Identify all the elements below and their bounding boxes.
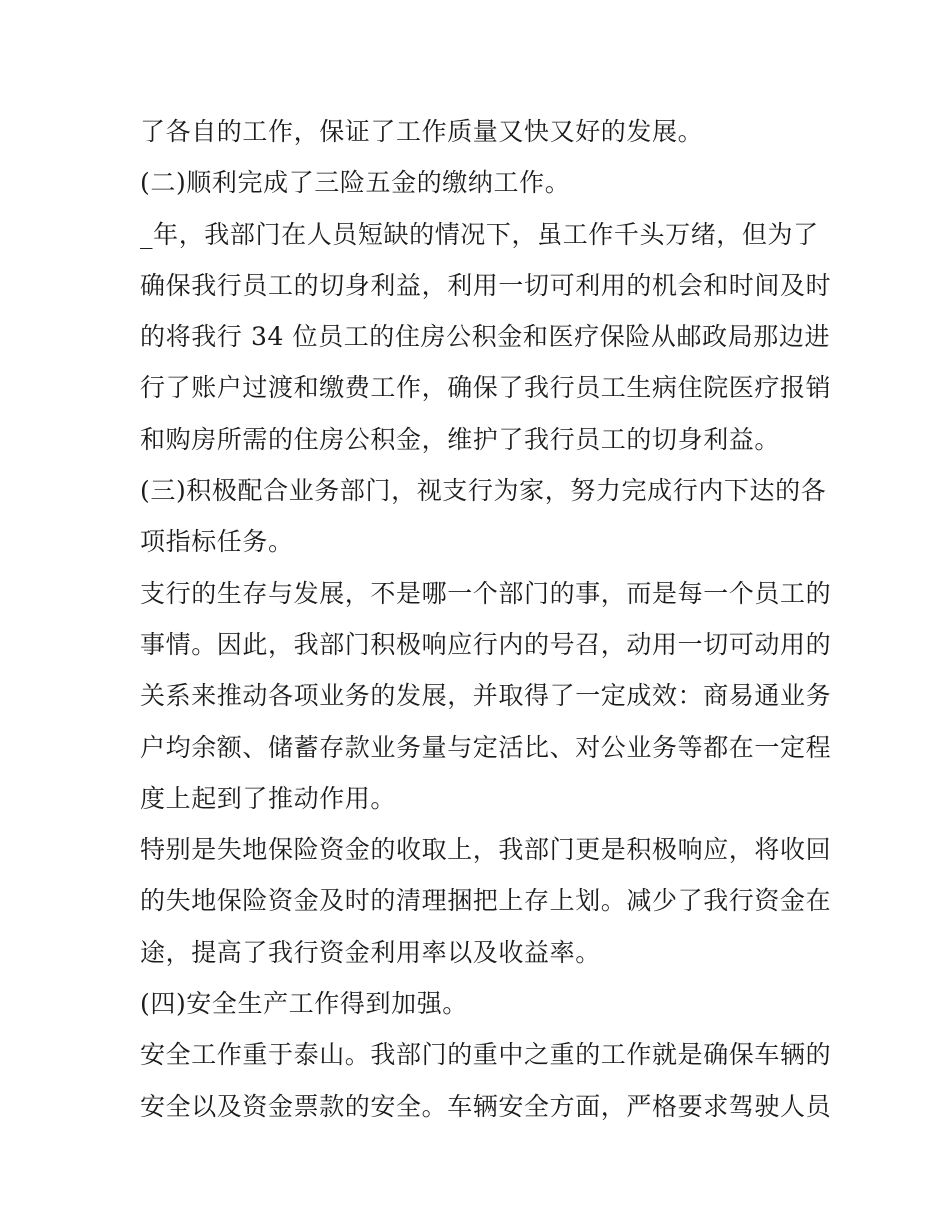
text-line: 的将我行 34 位员工的住房公积金和医疗保险从邮政局那边进 [140,322,831,352]
text-line: 户均余额、储蓄存款业务量与定活比、对公业务等都在一定程 [140,732,832,762]
text-line: _年，我部门在人员短缺的情况下，虽工作千头万绪，但为了 [140,219,819,249]
document-body [140,106,832,1132]
text-line: 了各自的工作，保证了工作质量又快又好的发展。 [140,117,704,146]
text-line: 途，提高了我行资金利用率以及收益率。 [140,937,601,967]
text-line: 和购房所需的住房公积金，维护了我行员工的切身利益。 [140,424,781,454]
text-line: 行了账户过渡和缴费工作，确保了我行员工生病住院医疗报销 [140,373,832,403]
text-line: 度上起到了推动作用。 [140,783,397,813]
text-line: 安全以及资金票款的安全。车辆安全方面，严格要求驾驶人员 [140,1091,832,1121]
section-heading-4: (四)安全生产工作得到加强。 [140,989,468,1019]
text-line: 事情。因此，我部门积极响应行内的号召，动用一切可动用的 [140,629,832,659]
text-line: 支行的生存与发展，不是哪一个部门的事，而是每一个员工的 [140,578,832,608]
text-line: 的失地保险资金及时的清理捆把上存上划。减少了我行资金在 [140,886,832,916]
text-line: 特别是失地保险资金的收取上，我部门更是积极响应，将收回 [140,835,832,865]
section-heading-3: (三)积极配合业务部门，视支行为家，努力完成行内下达的各 [140,476,827,506]
text-line: 项指标任务。 [140,527,294,557]
text-line: 关系来推动各项业务的发展，并取得了一定成效：商易通业务 [140,681,832,711]
text-line: 确保我行员工的切身利益，利用一切可利用的机会和时间及时 [140,270,832,300]
section-heading-2: (二)顺利完成了三险五金的缴纳工作。 [140,168,571,198]
text-line: 安全工作重于泰山。我部门的重中之重的工作就是确保车辆的 [140,1040,832,1070]
